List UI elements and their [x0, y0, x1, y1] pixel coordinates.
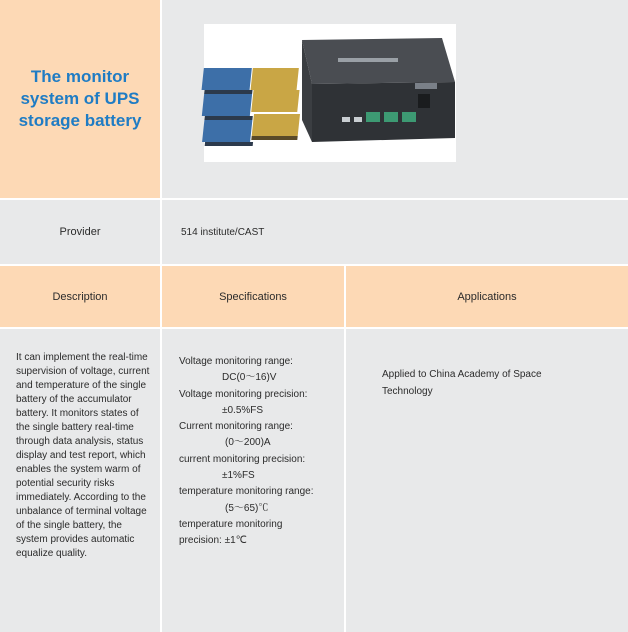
product-title: The monitor system of UPS storage battery: [18, 67, 142, 130]
spec-line: DC(0～16)V: [222, 372, 277, 384]
header-description: [0, 266, 160, 327]
title-cell: [0, 0, 160, 198]
description-text: It can implement the real-time supervision of voltage, current and temperature of the single battery of the accumulator battery. It monitors states of the single battery real-time through data analysis, status display and test report, which enables the system warm of potential security risks immediately. According to the unbalance of terminal voltage of the single battery, the system provides automatic equalize quality.: [16, 352, 150, 559]
provider-label-cell: [0, 200, 160, 264]
provider-value: 514 institute/CAST: [181, 226, 265, 238]
header-applications: [346, 266, 628, 327]
provider-label: Provider: [59, 226, 101, 238]
spec-line: precision: ±1℃: [179, 535, 247, 547]
spec-line: Current monitoring range:: [179, 421, 293, 433]
spec-line: temperature monitoring: [179, 518, 283, 530]
spec-line: ±0.5%FS: [222, 404, 264, 416]
provider-value-cell: [162, 200, 628, 264]
applications-cell: [346, 329, 628, 632]
spec-line: temperature monitoring range:: [179, 486, 314, 498]
header-applications-label: Applications: [457, 290, 517, 303]
spec-line: Voltage monitoring precision:: [179, 388, 308, 400]
applications-text: Applied to China Academy of Space Technology: [382, 369, 542, 397]
spec-line: Voltage monitoring range:: [179, 356, 293, 367]
spec-line: (5～65)℃: [225, 502, 269, 514]
header-specifications-label: Specifications: [219, 290, 287, 303]
spec-line: (0～200)A: [225, 437, 271, 449]
header-description-label: Description: [52, 290, 108, 303]
product-image-cell: [162, 0, 628, 198]
header-specifications: [162, 266, 344, 327]
spec-line: current monitoring precision:: [179, 453, 306, 465]
description-cell: [0, 329, 160, 632]
specifications-cell: [162, 329, 344, 632]
product-photo: [162, 0, 628, 198]
spec-line: ±1%FS: [222, 470, 255, 482]
